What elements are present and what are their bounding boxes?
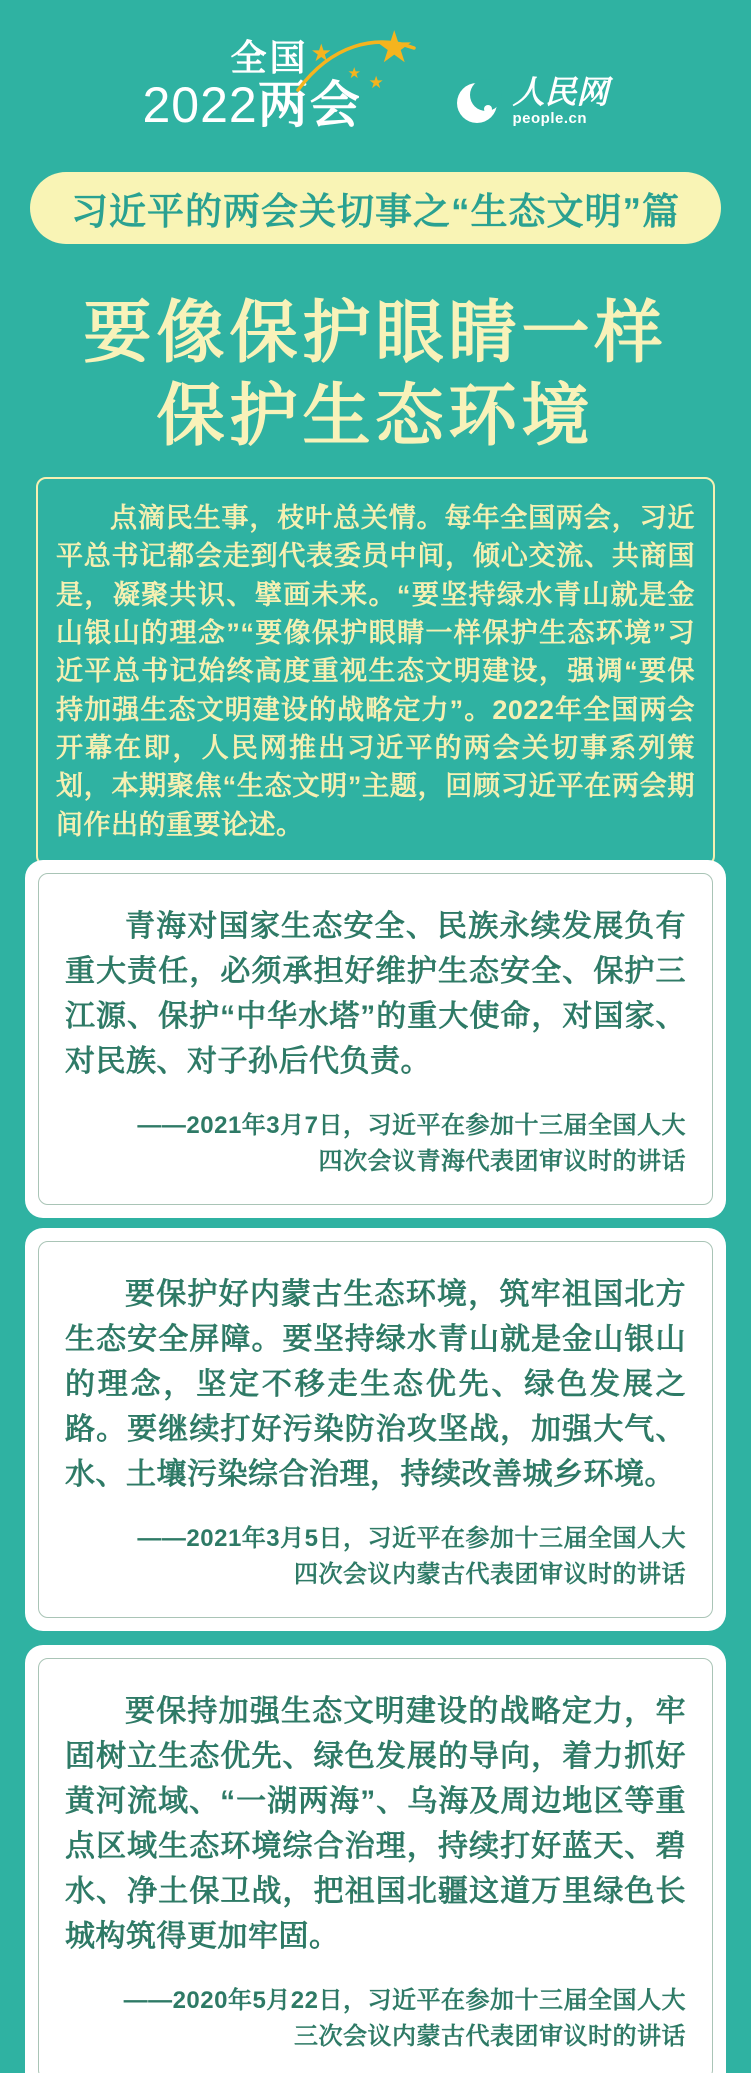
crescent-moon-icon bbox=[454, 78, 502, 126]
star-icon: ★ bbox=[310, 40, 332, 67]
quote-source bbox=[65, 1983, 686, 2055]
quote-card-qinghai bbox=[25, 860, 726, 1218]
intro-box bbox=[36, 477, 715, 866]
quote-card-inner-border bbox=[38, 873, 713, 1205]
quote-text: 青海对国家生态安全、民族永续发展负有重大责任，必须承担好维护生态安全、保护三江源、保护“中华水塔”的重大使命，对国家、对民族、对子孙后代负责。 bbox=[65, 910, 686, 1078]
quote-source-line2: 三次会议内蒙古代表团审议时的讲话 bbox=[294, 2023, 686, 2050]
page-title-line2: 保护生态环境 bbox=[156, 377, 595, 454]
peoples-daily-online-brand bbox=[454, 76, 608, 127]
header bbox=[0, 23, 751, 133]
quote-text: 要保护好内蒙古生态环境，筑牢祖国北方生态安全屏障。要坚持绿水青山就是金山银山的理念，坚定不移走生态优先、绿色发展之路。要继续打好污染防治攻坚战，加强大气、水、土壤污染综合治理，持续改善城乡环境。 bbox=[65, 1278, 686, 1491]
series-banner bbox=[30, 172, 721, 244]
quote-source bbox=[65, 1521, 686, 1593]
quote-card-inner-border bbox=[38, 1658, 713, 2073]
quote-source bbox=[65, 1108, 686, 1180]
quote-card-neimenggu-2021 bbox=[25, 1228, 726, 1631]
logo-text-quanguo: 全国 bbox=[230, 37, 309, 78]
national-2022-lianghui-logo bbox=[142, 23, 432, 133]
quote-card-neimenggu-2020 bbox=[25, 1645, 726, 2073]
quote-card-inner-border bbox=[38, 1241, 713, 1618]
logo-text-year-lianghui bbox=[142, 77, 432, 133]
star-icon: ★ bbox=[347, 65, 361, 82]
brand-text bbox=[512, 76, 608, 127]
star-icon: ★ bbox=[368, 73, 384, 92]
star-icon: ★ bbox=[374, 23, 414, 72]
quote-text: 要保持加强生态文明建设的战略定力，牢固树立生态优先、绿色发展的导向，着力抓好黄河流域、“一湖两海”、乌海及周边地区等重点区域生态环境综合治理，持续打好蓝天、碧水、净土保卫战，把祖国北疆这道万里绿色长城构筑得更加牢固。 bbox=[65, 1695, 686, 1953]
intro-text: 点滴民生事，枝叶总关情。每年全国两会，习近平总书记都会走到代表委员中间，倾心交流、共商国是，凝聚共识、擘画未来。“要坚持绿水青山就是金山银山的理念”“要像保护眼睛一样保护生态环境”习近平总书记始终高度重视生态文明建设，强调“要保持加强生态文明建设的战略定力”。2022年全国两会开幕在即，人民网推出习近平的两会关切事系列策划，本期聚焦“生态文明”主题，回顾习近平在两会期间作出的重要论述。 bbox=[56, 503, 695, 840]
quote-source-line2: 四次会议青海代表团审议时的讲话 bbox=[318, 1148, 686, 1175]
brand-name: 人民网 bbox=[512, 74, 609, 110]
quote-source-line2: 四次会议内蒙古代表团审议时的讲话 bbox=[294, 1561, 686, 1588]
logo-year: 2022 bbox=[142, 77, 258, 133]
logo-lianghui: 两会 bbox=[257, 77, 362, 133]
series-banner-text: 习近平的两会关切事之“生态文明”篇 bbox=[71, 191, 680, 232]
quote-source-line1: ——2021年3月7日，习近平在参加十三届全国人大 bbox=[137, 1112, 686, 1139]
page-title-line1: 要像保护眼睛一样 bbox=[83, 295, 668, 371]
brand-domain: people.cn bbox=[512, 110, 587, 127]
quote-source-line1: ——2020年5月22日，习近平在参加十三届全国人大 bbox=[123, 1987, 686, 2014]
page-title bbox=[0, 292, 751, 458]
quote-source-line1: ——2021年3月5日，习近平在参加十三届全国人大 bbox=[137, 1525, 686, 1552]
